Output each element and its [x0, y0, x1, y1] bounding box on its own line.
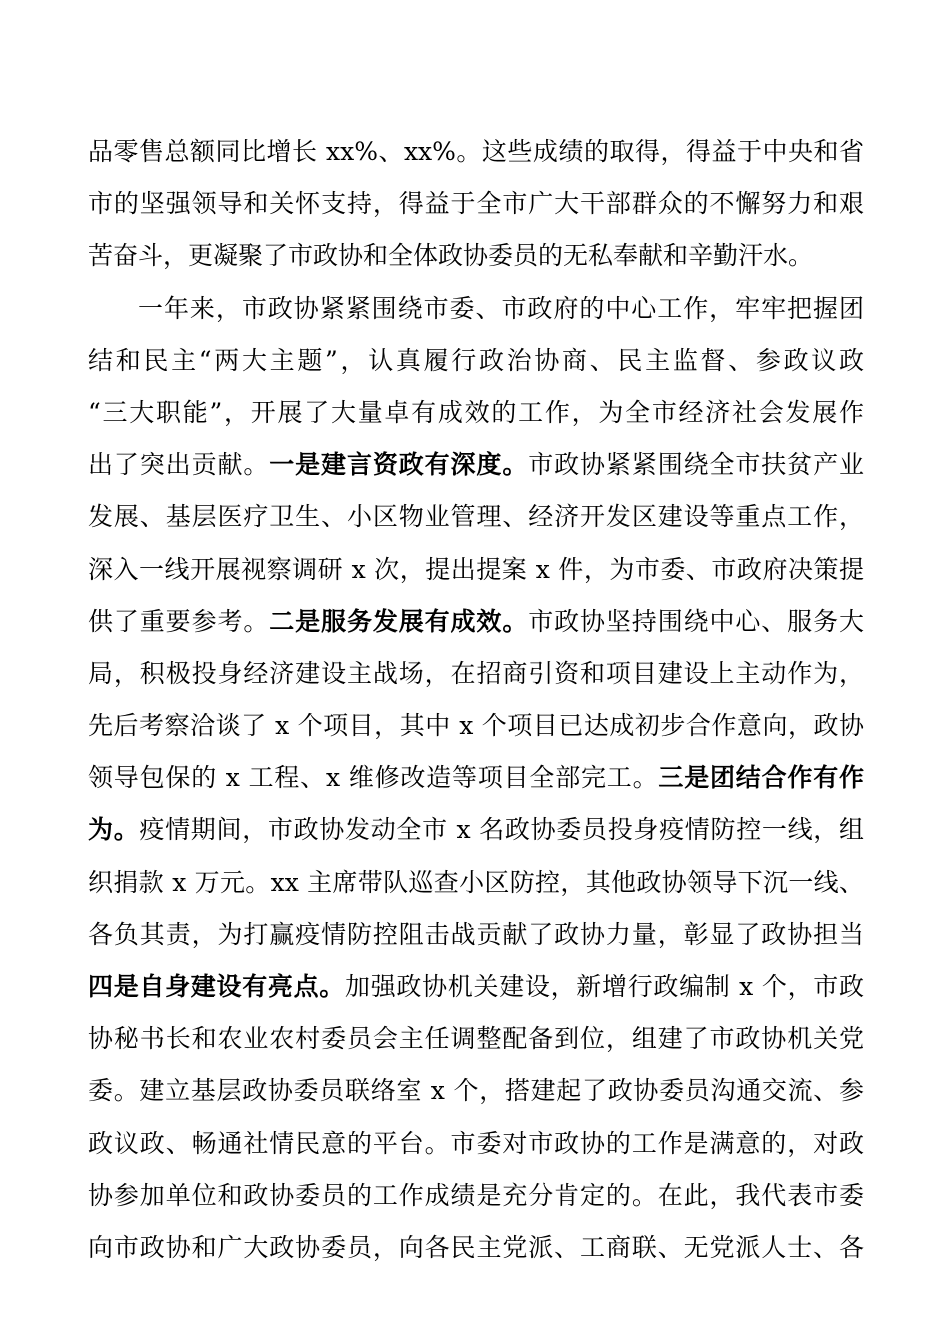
bold-heading: 四是自身建设有亮点。 [88, 972, 345, 1001]
bold-heading: 一是建言资政有深度。 [269, 450, 529, 480]
text-line: 委。建立基层政协委员联络室 x 个，搭建起了政协委员沟通交流、参 [88, 1076, 864, 1106]
text-line: 深入一线开展视察调研 x 次，提出提案 x 件，为市委、市政府决策提 [88, 554, 864, 584]
text-line: 先后考察洽谈了 x 个项目，其中 x 个项目已达成初步合作意向，政协 [88, 711, 864, 741]
text-line: 领导包保的 x 工程、x 维修改造等项目全部完工。三是团结合作有作 [88, 763, 864, 793]
bold-heading: 二是服务发展有成效。 [269, 606, 529, 636]
text-line: 织捐款 x 万元。xx 主席带队巡查小区防控，其他政协领导下沉一线、 [88, 867, 864, 897]
paragraph-first-line: 一年来，市政协紧紧围绕市委、市政府的中心工作，牢牢把握团 [138, 293, 864, 323]
text-line: “三大职能”，开展了大量卓有成效的工作，为全市经济社会发展作 [88, 397, 864, 427]
text-line: 苦奋斗，更凝聚了市政协和全体政协委员的无私奉献和辛勤汗水。 [88, 241, 814, 271]
text-line: 协秘书长和农业农村委员会主任调整配备到位，组建了市政协机关党 [88, 1024, 864, 1054]
text-line: 品零售总额同比增长 xx%、xx%。这些成绩的取得，得益于中央和省 [88, 137, 864, 166]
text-line: 四是自身建设有亮点。加强政协机关建设，新增行政编制 x 个，市政 [88, 972, 864, 1001]
bold-heading: 为。 [88, 815, 140, 845]
bold-heading: 三是团结合作有作 [658, 763, 864, 793]
text-line: 供了重要参考。二是服务发展有成效。市政协坚持围绕中心、服务大 [88, 606, 864, 636]
text-line: 局，积极投身经济建设主战场，在招商引资和项目建设上主动作为， [88, 658, 864, 688]
text-line: 发展、基层医疗卫生、小区物业管理、经济开发区建设等重点工作， [88, 502, 864, 532]
text-line: 各负其责，为打赢疫情防控阻击战贡献了政协力量，彰显了政协担当 [88, 919, 864, 949]
text-line: 为。疫情期间，市政协发动全市 x 名政协委员投身疫情防控一线，组 [88, 815, 864, 845]
text-line: 结和民主“两大主题”，认真履行政治协商、民主监督、参政议政 [88, 345, 864, 375]
document-body [88, 126, 864, 1274]
text-line: 市的坚强领导和关怀支持，得益于全市广大干部群众的不懈努力和艰 [88, 189, 864, 219]
text-line: 向市政协和广大政协委员，向各民主党派、工商联、无党派人士、各 [88, 1232, 864, 1262]
text-line: 出了突出贡献。一是建言资政有深度。市政协紧紧围绕全市扶贫产业 [88, 450, 864, 480]
text-line: 政议政、畅通社情民意的平台。市委对市政协的工作是满意的，对政 [88, 1128, 864, 1158]
text-line: 协参加单位和政协委员的工作成绩是充分肯定的。在此，我代表市委 [88, 1180, 864, 1210]
